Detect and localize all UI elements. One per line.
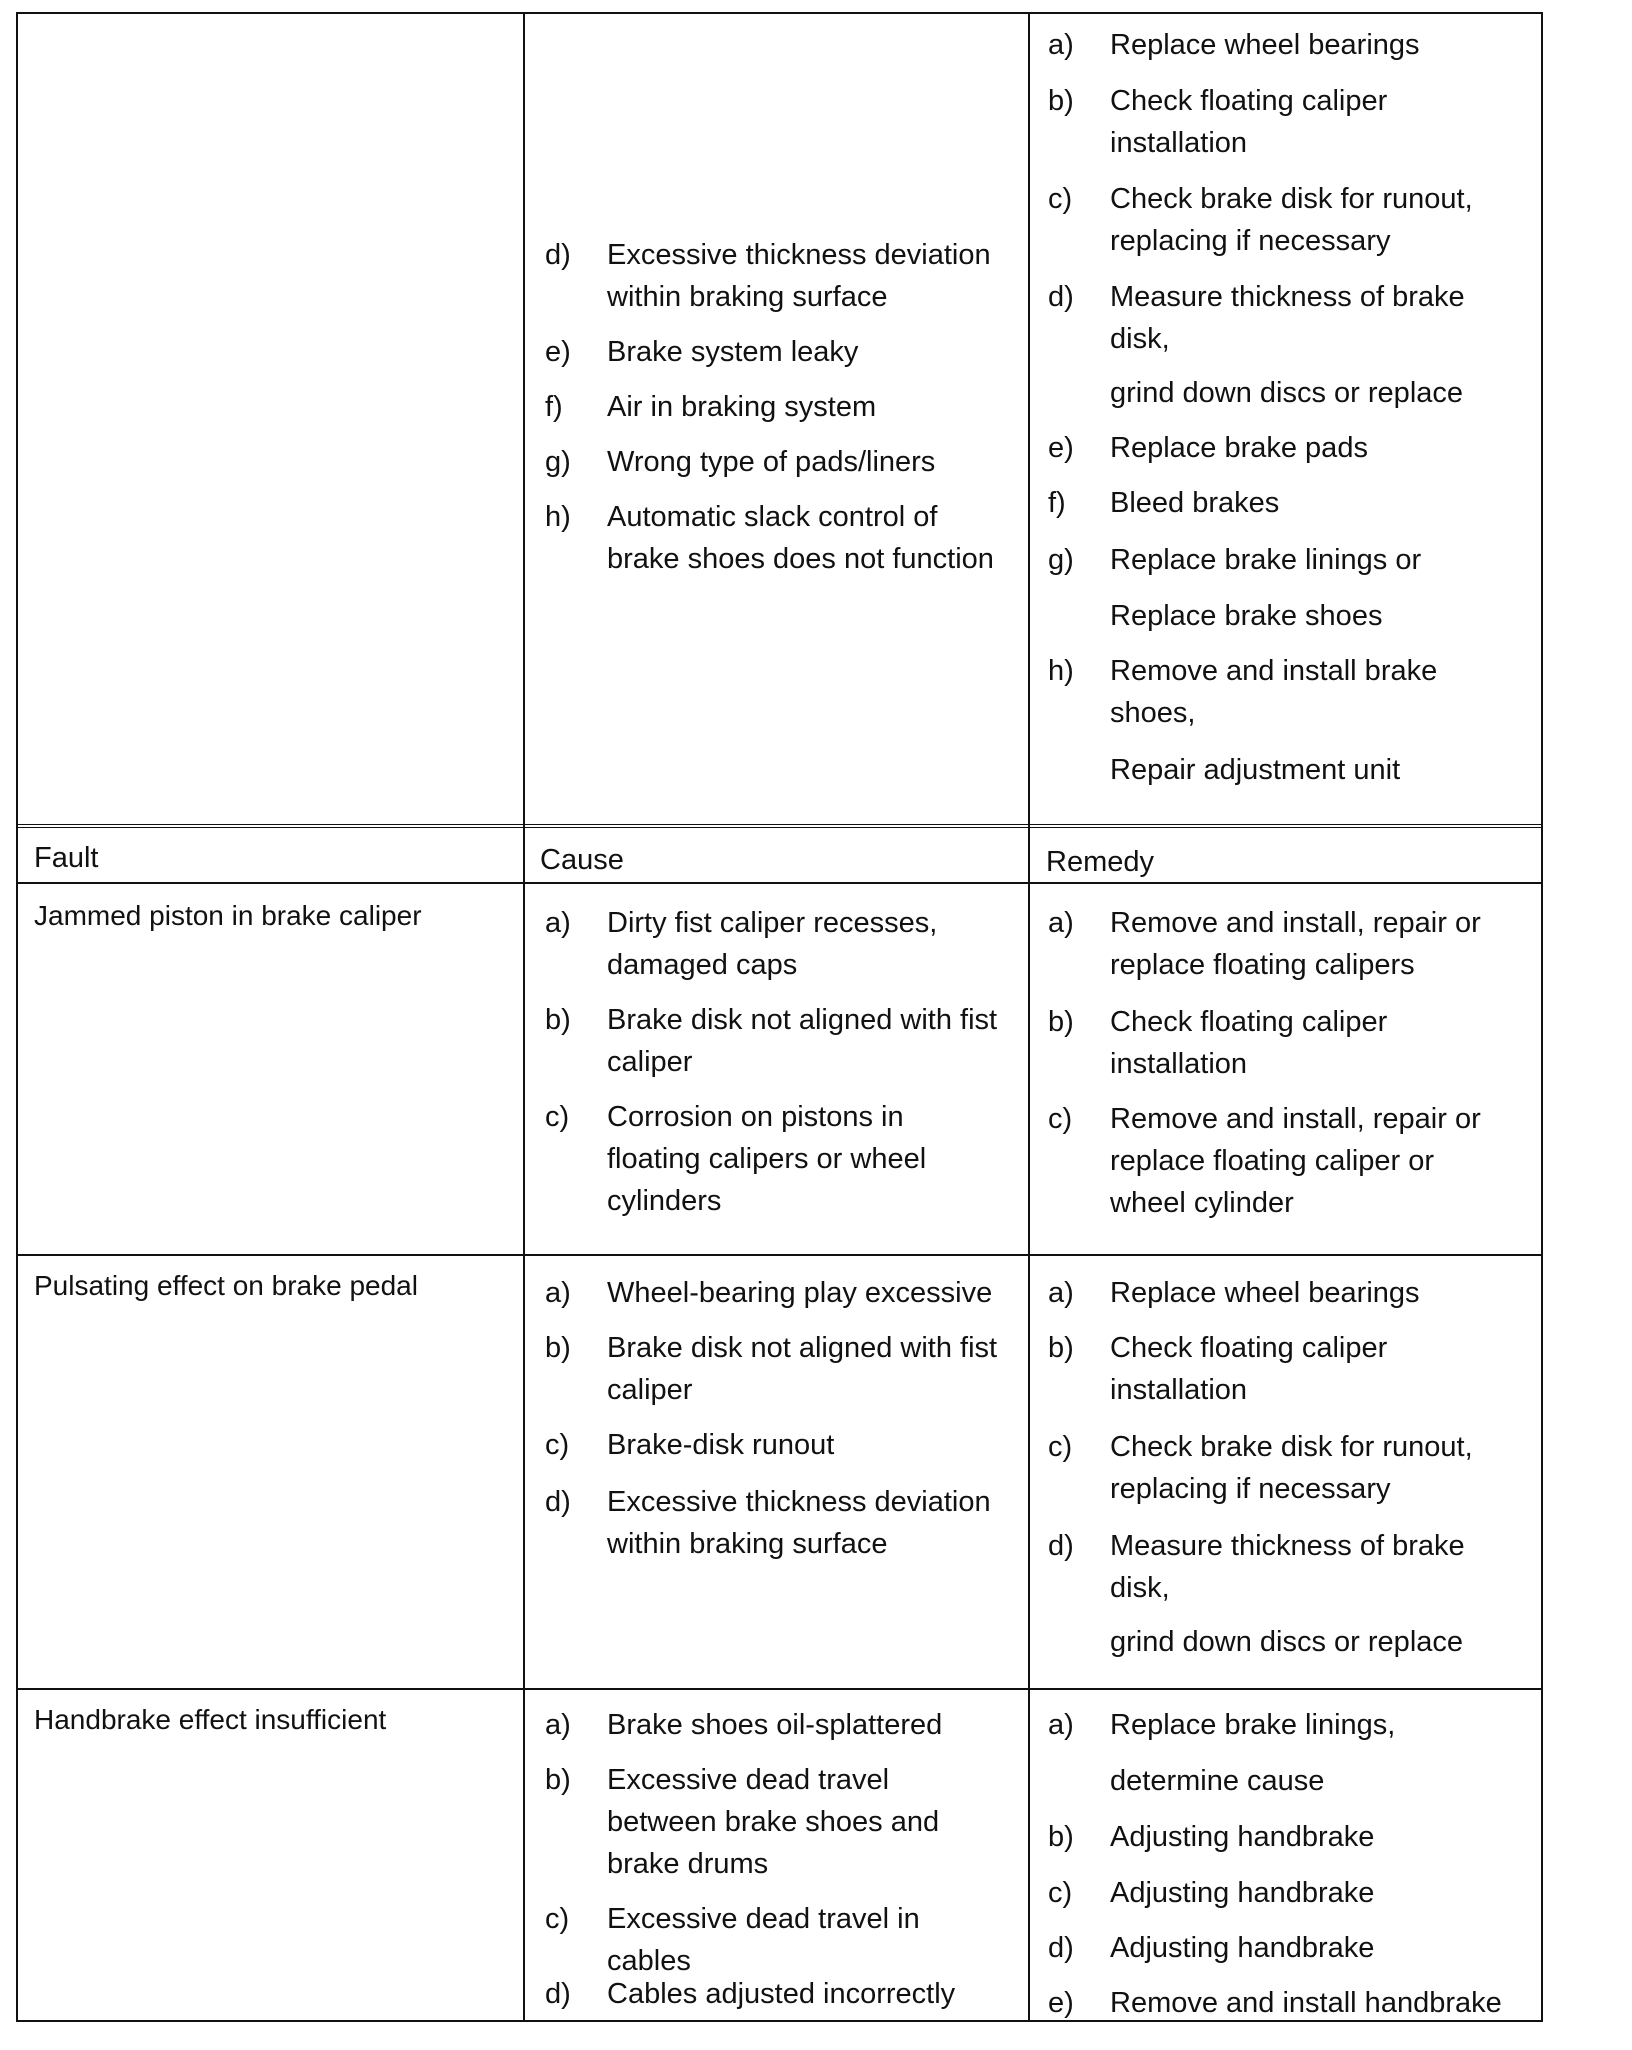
table-row [18, 1690, 1541, 2022]
remedy-cell: a) Replace wheel bearings b) Check floating caliper installation c) Check brake disk for runout, replacing if necessary d) Measure thickness of brake disk, grind down discs or replace [1048, 1277, 1473, 1658]
remedy-cell: a) Replace brake linings, determine cause b) Adjusting handbrake c) Adjusting handbrake d) Adjusting handbrake e) Remove and install handbrake [1048, 1709, 1502, 2019]
fault-table [16, 12, 1543, 2022]
cause-cell: d) Excessive thickness deviation within braking surface e) Brake system leaky f) Air in braking system g) Wrong type of pads/liners h) Automatic slack control of brake shoes does not function [545, 239, 994, 575]
table-header-row [18, 828, 1541, 884]
header-remedy: Remedy [1046, 846, 1154, 878]
remedy-cell: a) Remove and install, repair or replace floating calipers b) Check floating caliper installation c) Remove and install, repair or replace floating caliper or wheel cylinder [1048, 907, 1481, 1219]
cause-cell: a) Dirty fist caliper recesses, damaged caps b) Brake disk not aligned with fist caliper c) Corrosion on pistons in floating calipers or wheel cylinders [545, 907, 998, 1217]
cause-cell: a) Wheel-bearing play excessive b) Brake disk not aligned with fist caliper c) Brake-disk runout d) Excessive thickness deviation within braking surface [545, 1277, 998, 1560]
header-cause: Cause [540, 844, 624, 876]
table-row [18, 884, 1541, 1256]
remedy-cell: a) Replace wheel bearings b) Check floating caliper installation c) Check brake disk for runout, replacing if necessary d) Measure thickness of brake disk, grind down discs or replace e) Replace brake pads f) Bleed brakes g) Replace brake linings or Replace brake shoes h) Remove and install brake shoes, Repair adjustment unit [1048, 29, 1473, 786]
fault-cell: Handbrake effect insufficient [34, 1704, 387, 1735]
table-row-continued [18, 14, 1541, 828]
header-fault: Fault [34, 842, 99, 874]
fault-cell: Pulsating effect on brake pedal [34, 1270, 418, 1301]
table-row [18, 1256, 1541, 1690]
fault-cell: Jammed piston in brake caliper [34, 900, 422, 931]
cause-cell: a) Brake shoes oil-splattered b) Excessive dead travel between brake shoes and brake drums c) Excessive dead travel in cables d) Cables adjusted incorrectly [545, 1709, 956, 2010]
